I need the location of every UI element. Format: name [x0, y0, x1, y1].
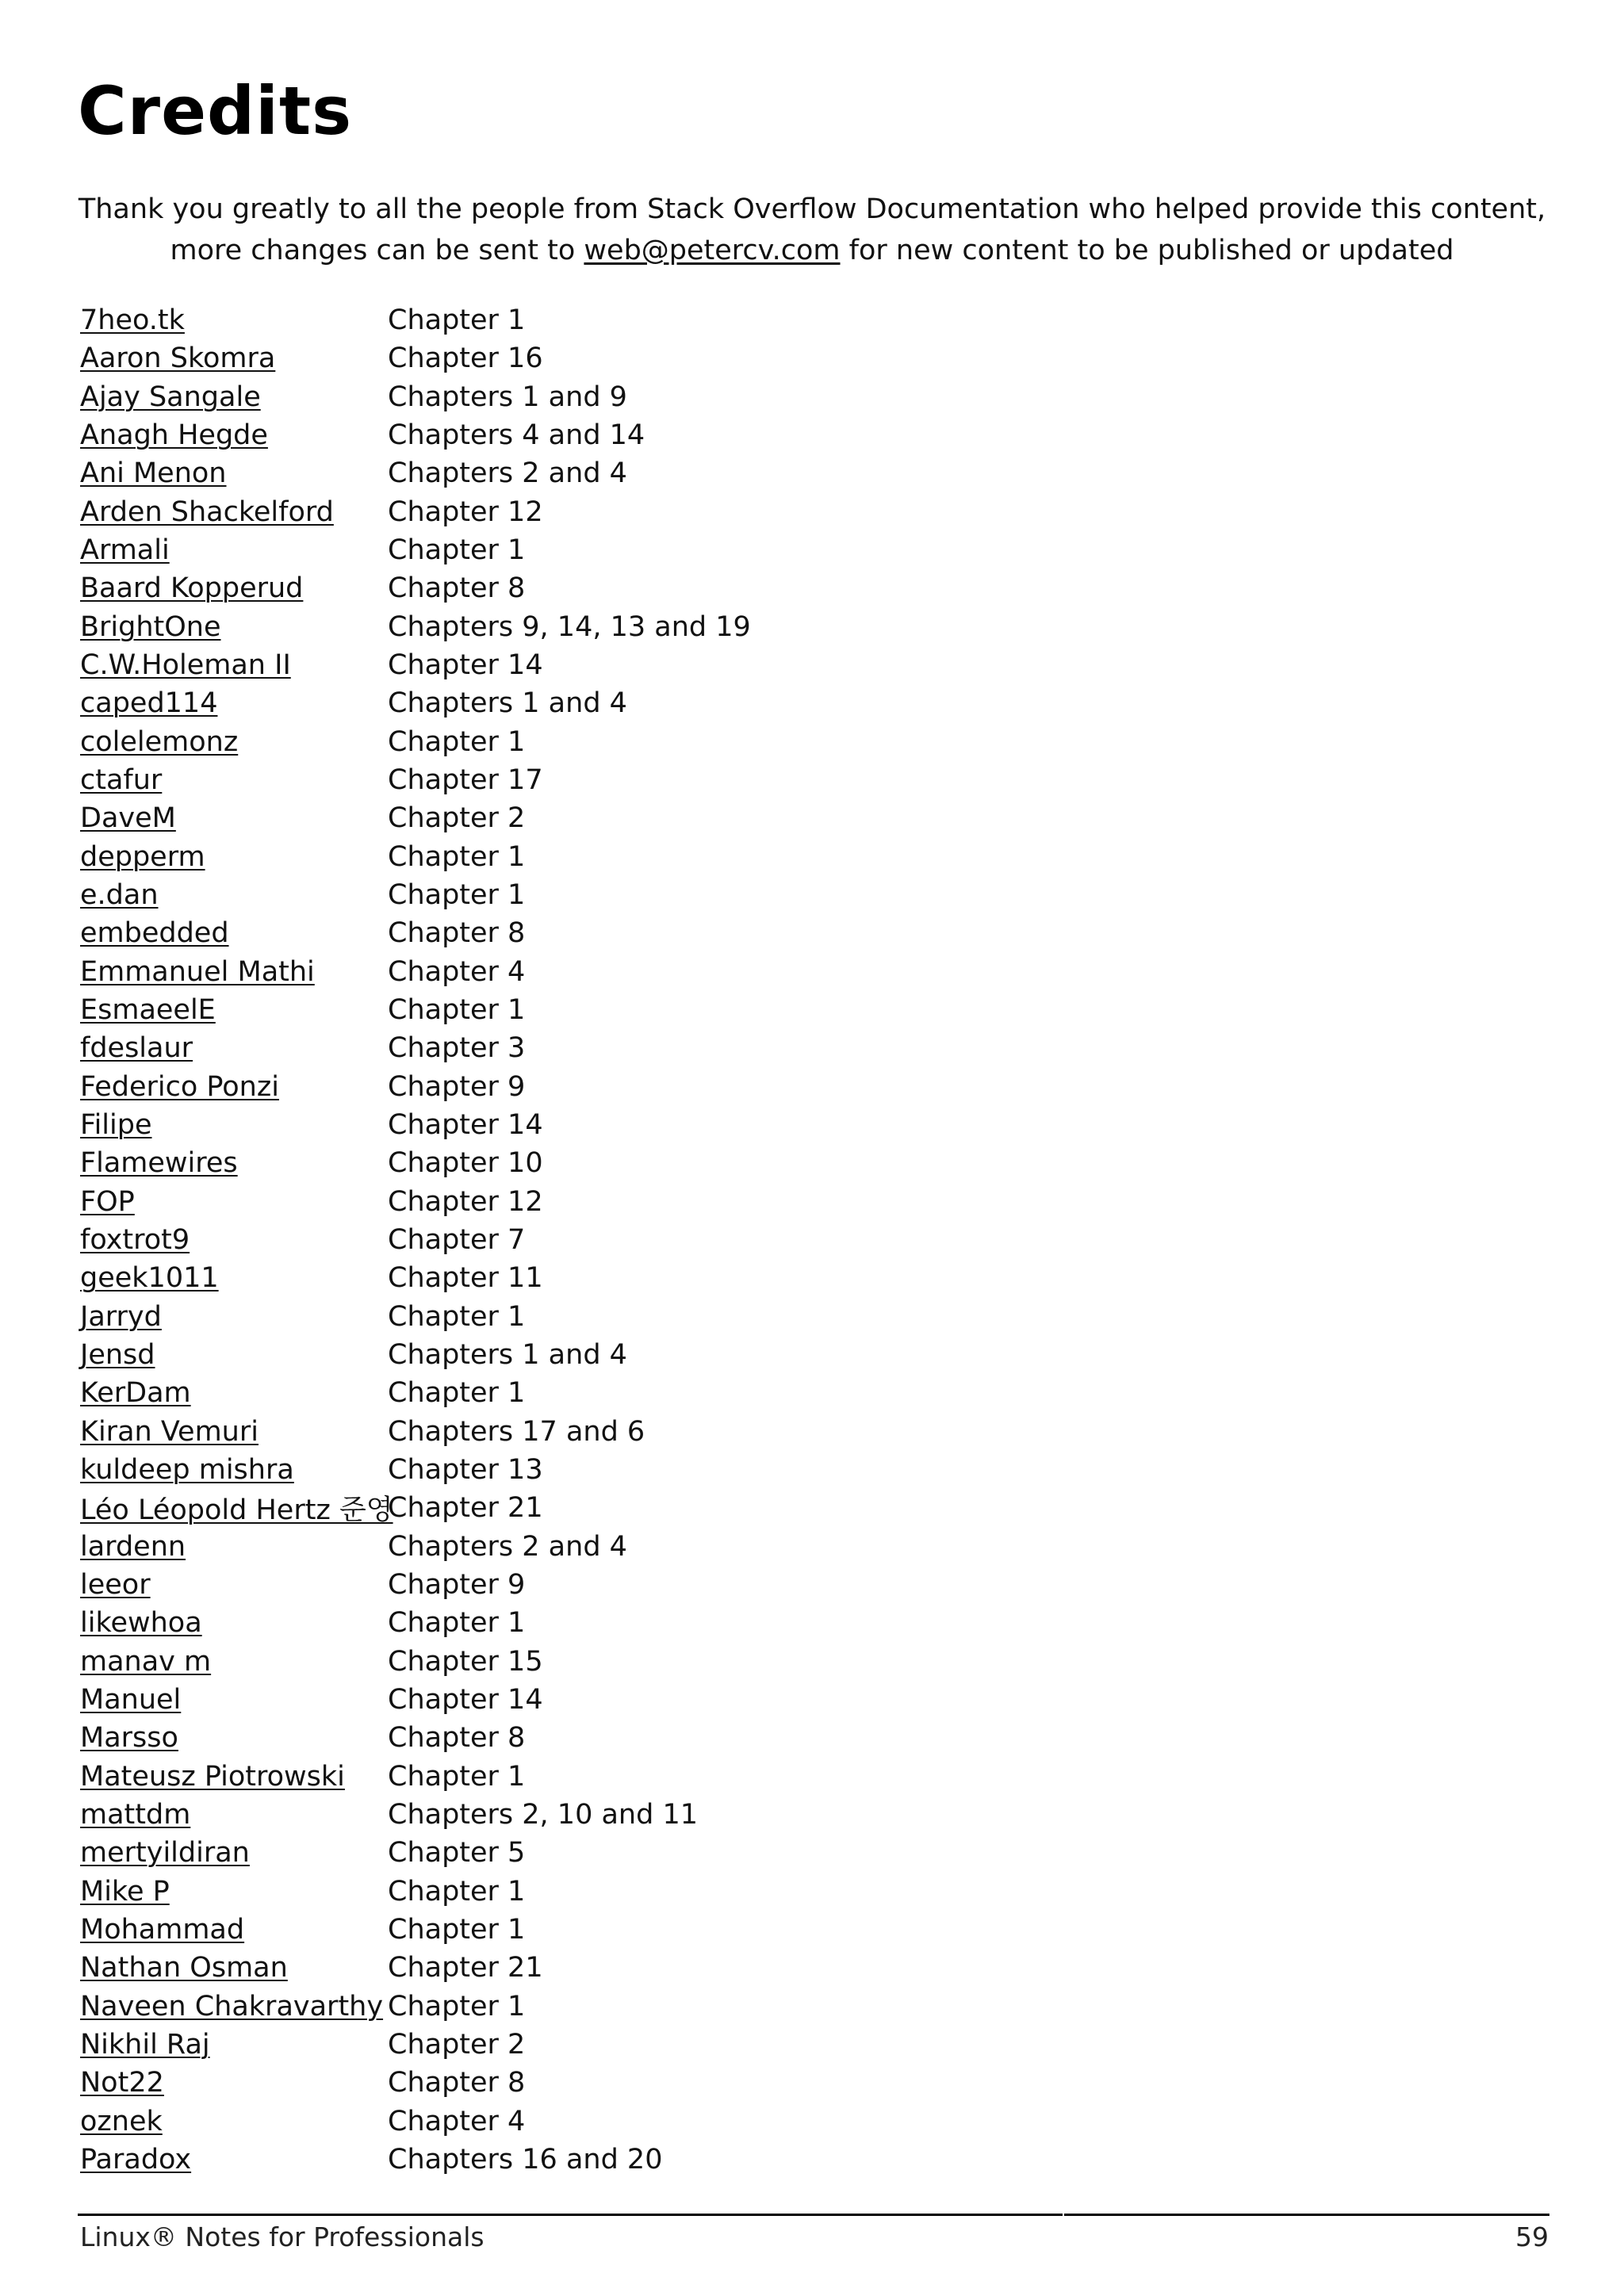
contributor-link[interactable]: caped114 — [80, 687, 218, 720]
contributor-link[interactable]: colelemonz — [80, 725, 239, 758]
contributor-link[interactable]: Mateusz Piotrowski — [80, 1760, 345, 1793]
contributor-chapters: Chapter 1 — [388, 879, 526, 912]
contributor-link[interactable]: Paradox — [80, 2143, 192, 2175]
contributor-chapters: Chapter 21 — [388, 1952, 543, 1984]
contributor-chapters: Chapters 4 and 14 — [388, 419, 645, 452]
contributor-link[interactable]: C.W.Holeman II — [80, 649, 291, 682]
contributor-link[interactable]: Marsso — [80, 1722, 178, 1755]
contributor-link[interactable]: kuldeep mishra — [80, 1454, 294, 1486]
contributor-chapters: Chapter 1 — [388, 994, 526, 1027]
contributor-link[interactable]: Arden Shackelford — [80, 496, 334, 528]
contributor-chapters: Chapter 10 — [388, 1147, 543, 1180]
contributor-link[interactable]: fdeslaur — [80, 1032, 193, 1065]
contributor-chapters: Chapter 8 — [388, 2067, 526, 2099]
contributor-link[interactable]: embedded — [80, 917, 229, 950]
footer-book-title: Linux® Notes for Professionals — [80, 2221, 485, 2252]
contributor-chapters: Chapter 9 — [388, 1568, 526, 1601]
credit-row — [80, 1144, 751, 1182]
contributor-chapters: Chapter 14 — [388, 1683, 543, 1716]
contributor-link[interactable]: Ani Menon — [80, 457, 227, 490]
email-link[interactable]: web@petercv.com — [584, 235, 841, 266]
credit-row — [80, 991, 751, 1029]
contributor-chapters: Chapter 16 — [388, 342, 543, 375]
credit-row — [80, 1642, 751, 1680]
contributor-link[interactable]: Nathan Osman — [80, 1952, 288, 1984]
contributor-chapters: Chapter 12 — [388, 496, 543, 528]
contributor-chapters: Chapters 1 and 9 — [388, 381, 627, 413]
contributor-chapters: Chapter 7 — [388, 1224, 526, 1257]
credit-row — [80, 531, 751, 569]
contributor-link[interactable]: Anagh Hegde — [80, 419, 268, 452]
contributor-chapters: Chapter 4 — [388, 2105, 526, 2137]
contributor-link[interactable]: FOP — [80, 1185, 135, 1218]
contributor-link[interactable]: EsmaeelE — [80, 994, 216, 1027]
contributor-link[interactable]: Naveen Chakravarthy — [80, 1990, 384, 2022]
contributor-link[interactable]: Jensd — [80, 1339, 155, 1372]
contributor-chapters: Chapter 21 — [388, 1492, 543, 1525]
contributor-chapters: Chapters 16 and 20 — [388, 2143, 663, 2175]
credit-row — [80, 761, 751, 799]
contributor-link[interactable]: likewhoa — [80, 1607, 202, 1640]
credit-row — [80, 1183, 751, 1221]
contributor-chapters: Chapter 14 — [388, 649, 543, 682]
intro-text-before-email: more changes can be sent to — [170, 235, 584, 266]
contributor-chapters: Chapter 8 — [388, 917, 526, 950]
contributor-chapters: Chapter 1 — [388, 1300, 526, 1333]
contributor-chapters: Chapter 1 — [388, 1990, 526, 2022]
contributor-link[interactable]: ctafur — [80, 764, 163, 797]
contributor-chapters: Chapter 2 — [388, 2028, 526, 2061]
contributor-chapters: Chapter 1 — [388, 840, 526, 873]
contributor-link[interactable]: oznek — [80, 2105, 163, 2137]
contributor-chapters: Chapter 12 — [388, 1185, 543, 1218]
contributor-link[interactable]: KerDam — [80, 1377, 191, 1410]
contributor-chapters: Chapter 14 — [388, 1109, 543, 1142]
credit-row — [80, 2141, 751, 2179]
contributor-chapters: Chapter 17 — [388, 764, 543, 797]
credit-row — [80, 838, 751, 876]
credit-row — [80, 1451, 751, 1489]
credit-row — [80, 1681, 751, 1719]
credit-row — [80, 1528, 751, 1566]
credit-row — [80, 1029, 751, 1067]
intro-line-1: Thank you greatly to all the people from Stack Overflow Documentation who helped provide this content, — [78, 193, 1546, 225]
credit-row — [80, 1336, 751, 1374]
credit-row — [80, 2026, 751, 2064]
contributor-link[interactable]: Mohammad — [80, 1913, 245, 1946]
contributor-link[interactable]: Jarryd — [80, 1300, 162, 1333]
contributor-link[interactable]: leeor — [80, 1568, 151, 1601]
credit-row — [80, 1872, 751, 1910]
credit-row — [80, 1911, 751, 1949]
credit-row — [80, 2064, 751, 2102]
contributor-chapters: Chapter 2 — [388, 802, 526, 835]
contributor-chapters: Chapters 2 and 4 — [388, 457, 627, 490]
contributor-link[interactable]: mattdm — [80, 1798, 191, 1831]
contributor-link[interactable]: depperm — [80, 840, 205, 873]
footer-divider — [1064, 2214, 1549, 2216]
credit-row — [80, 646, 751, 684]
contributor-link[interactable]: DaveM — [80, 802, 176, 835]
intro-line-2 — [78, 230, 1546, 271]
contributor-chapters: Chapter 1 — [388, 1913, 526, 1946]
credits-list — [80, 301, 751, 2179]
contributor-link[interactable]: mertyildiran — [80, 1837, 250, 1869]
footer-divider — [78, 2214, 1063, 2216]
credit-row — [80, 799, 751, 837]
credit-row — [80, 723, 751, 761]
contributor-chapters: Chapter 8 — [388, 572, 526, 605]
credit-row — [80, 454, 751, 492]
credit-row — [80, 1834, 751, 1872]
credit-row — [80, 1221, 751, 1259]
contributor-chapters: Chapter 1 — [388, 1760, 526, 1793]
contributor-link[interactable]: Baard Kopperud — [80, 572, 304, 605]
contributor-chapters: Chapter 8 — [388, 1722, 526, 1755]
credit-row — [80, 1298, 751, 1336]
contributor-link[interactable]: BrightOne — [80, 610, 221, 643]
credit-row — [80, 493, 751, 531]
credit-row — [80, 378, 751, 416]
contributor-link[interactable]: Manuel — [80, 1683, 182, 1716]
contributor-chapters: Chapter 9 — [388, 1070, 526, 1103]
credit-row — [80, 1719, 751, 1757]
credit-row — [80, 1796, 751, 1834]
contributor-chapters: Chapter 5 — [388, 1837, 526, 1869]
credit-row — [80, 608, 751, 646]
contributor-chapters: Chapter 1 — [388, 1377, 526, 1410]
contributor-chapters: Chapters 1 and 4 — [388, 1339, 627, 1372]
contributor-chapters: Chapters 2, 10 and 11 — [388, 1798, 698, 1831]
credit-row — [80, 1566, 751, 1604]
contributor-chapters: Chapters 17 and 6 — [388, 1415, 645, 1448]
credit-row — [80, 416, 751, 454]
contributor-link[interactable]: lardenn — [80, 1530, 186, 1563]
credit-row — [80, 1604, 751, 1642]
contributor-link[interactable]: manav m — [80, 1645, 212, 1678]
contributor-chapters: Chapters 1 and 4 — [388, 687, 627, 720]
credit-row — [80, 569, 751, 607]
intro-paragraph — [78, 189, 1546, 271]
contributor-chapters: Chapters 9, 14, 13 and 19 — [388, 610, 751, 643]
contributor-link[interactable]: Léo Léopold Hertz 준영 — [80, 1494, 393, 1527]
contributor-chapters: Chapters 2 and 4 — [388, 1530, 627, 1563]
intro-text-after-email: for new content to be published or updated — [840, 235, 1454, 266]
contributor-chapters: Chapter 1 — [388, 1607, 526, 1640]
credit-row — [80, 1757, 751, 1795]
contributor-chapters: Chapter 1 — [388, 304, 526, 337]
contributor-link[interactable]: geek1011 — [80, 1262, 219, 1295]
contributor-chapters: Chapter 13 — [388, 1454, 543, 1486]
credit-row — [80, 876, 751, 914]
contributor-chapters: Chapter 1 — [388, 534, 526, 567]
contributor-link[interactable]: Nikhil Raj — [80, 2028, 210, 2061]
credit-row — [80, 1489, 751, 1527]
contributor-chapters: Chapter 15 — [388, 1645, 543, 1678]
credit-row — [80, 1949, 751, 1987]
contributor-link[interactable]: Flamewires — [80, 1147, 238, 1180]
credit-row — [80, 953, 751, 991]
credit-row — [80, 1259, 751, 1297]
contributor-chapters: Chapter 4 — [388, 955, 526, 988]
contributor-chapters: Chapter 1 — [388, 725, 526, 758]
credit-row — [80, 1413, 751, 1451]
credit-row — [80, 339, 751, 377]
credit-row — [80, 1068, 751, 1106]
contributor-chapters: Chapter 11 — [388, 1262, 543, 1295]
contributor-link[interactable]: Not22 — [80, 2067, 164, 2099]
contributor-link[interactable]: foxtrot9 — [80, 1224, 190, 1257]
credit-row — [80, 684, 751, 722]
contributor-link[interactable]: Aaron Skomra — [80, 342, 276, 375]
contributor-chapters: Chapter 3 — [388, 1032, 526, 1065]
contributor-link[interactable]: 7heo.tk — [80, 304, 185, 337]
credit-row — [80, 1374, 751, 1412]
contributor-link[interactable]: Filipe — [80, 1109, 152, 1142]
credit-row — [80, 301, 751, 339]
credit-row — [80, 1106, 751, 1144]
contributor-link[interactable]: Federico Ponzi — [80, 1070, 279, 1103]
contributor-link[interactable]: Emmanuel Mathi — [80, 955, 315, 988]
credit-row — [80, 2102, 751, 2140]
contributor-link[interactable]: Armali — [80, 534, 170, 567]
credit-row — [80, 914, 751, 952]
contributor-link[interactable]: e.dan — [80, 879, 159, 912]
contributor-link[interactable]: Kiran Vemuri — [80, 1415, 259, 1448]
credit-row — [80, 1987, 751, 2025]
contributor-chapters: Chapter 1 — [388, 1875, 526, 1908]
contributor-link[interactable]: Ajay Sangale — [80, 381, 261, 413]
page-title: Credits — [78, 72, 353, 150]
page-number: 59 — [1515, 2221, 1549, 2252]
contributor-link[interactable]: Mike P — [80, 1875, 170, 1908]
